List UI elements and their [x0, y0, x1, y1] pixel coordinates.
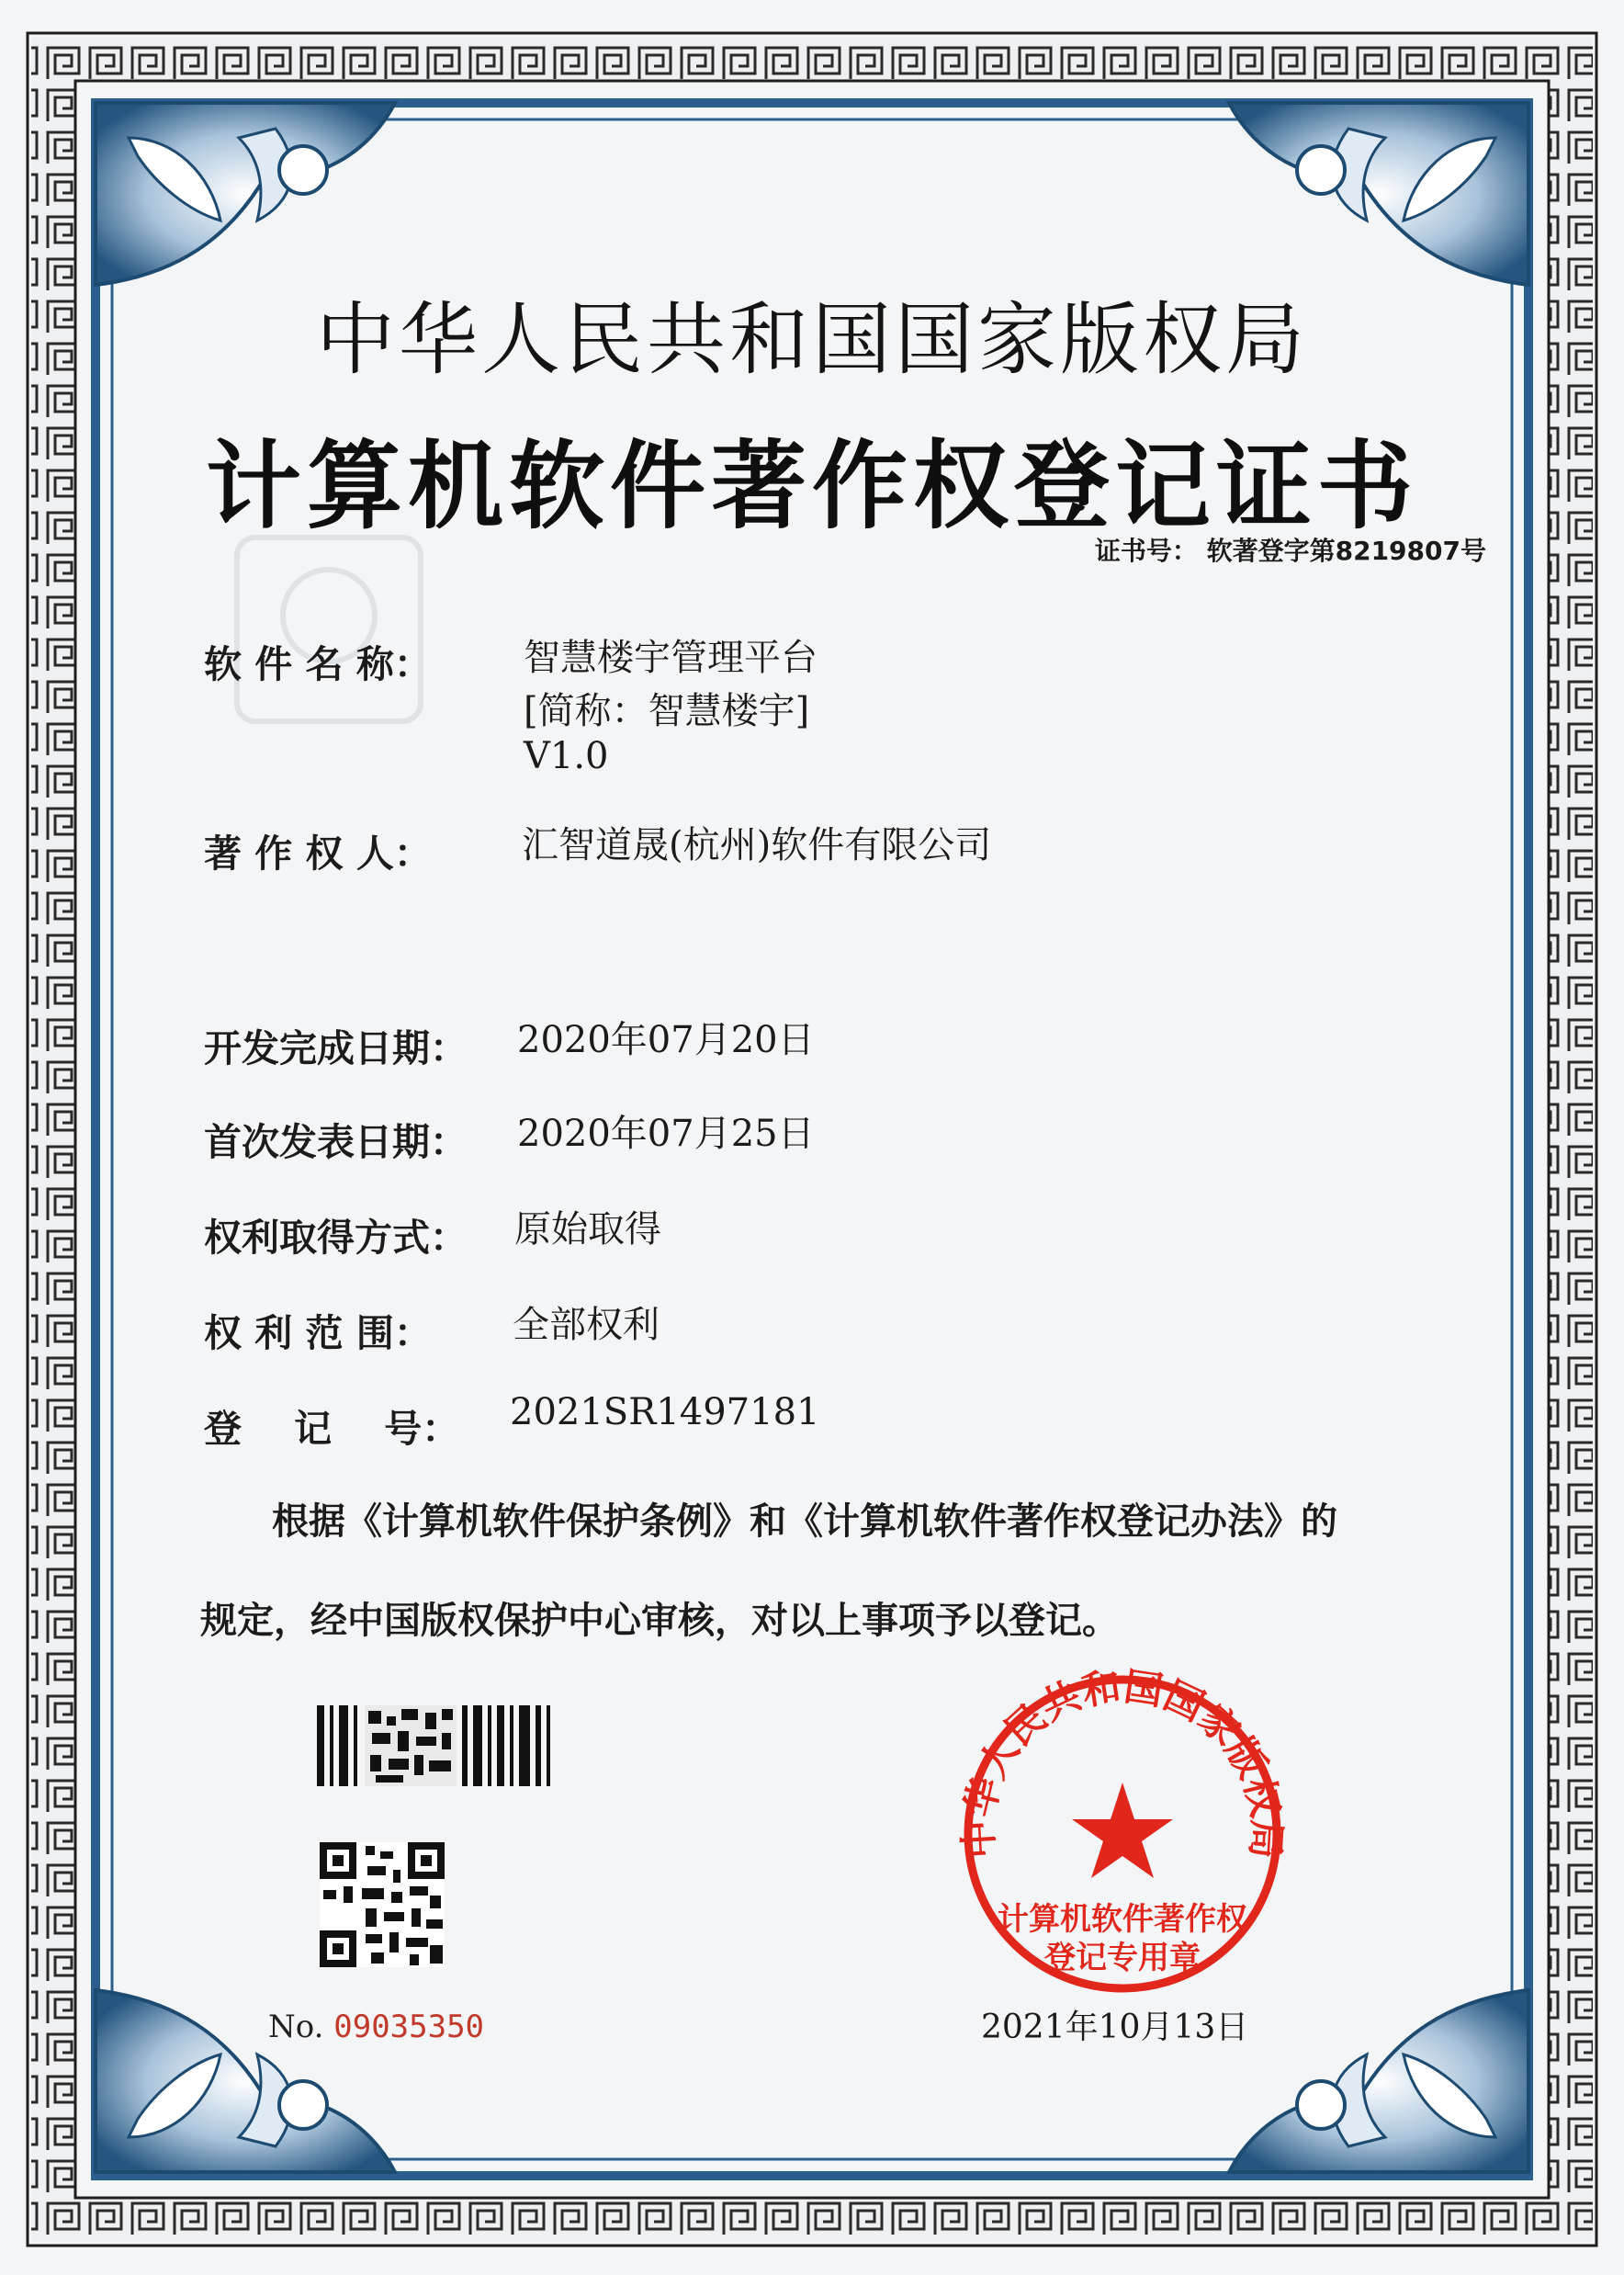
software-name-label: 软 件 名 称：: [204, 642, 432, 686]
certificate-title: 计算机软件著作权登记证书: [205, 430, 1418, 542]
software-version: V1.0: [524, 735, 609, 777]
issuing-authority: 中华人民共和国国家版权局: [316, 294, 1308, 386]
publish-date-value: 2020年07月25日: [517, 1113, 815, 1155]
registration-number-value: 2021SR1497181: [510, 1391, 820, 1433]
development-date-value: 2020年07月20日: [517, 1019, 815, 1061]
serial-number-label: No.: [268, 2009, 324, 2045]
issue-date: 2021年10月13日: [981, 2009, 1249, 2046]
rights-scope-label: 权 利 范 围：: [204, 1311, 432, 1355]
serial-number-value: 09035350: [333, 2009, 485, 2045]
owner-label: 著 作 权 人：: [204, 832, 432, 876]
acquisition-method-label: 权利取得方式：: [204, 1216, 468, 1260]
software-short-name: [简称：智慧楼宇]: [524, 690, 810, 732]
development-date-label: 开发完成日期：: [204, 1026, 468, 1070]
certificate-number: [1095, 531, 1486, 568]
software-name-value: 智慧楼宇管理平台: [524, 637, 818, 679]
serial-number: [268, 2009, 484, 2045]
legal-basis-line-1: 根据《计算机软件保护条例》和《计算机软件著作权登记办法》的: [272, 1500, 1337, 1543]
certificate-number-label: 证书号：: [1094, 536, 1198, 566]
legal-basis-line-2: 规定，经中国版权保护中心审核，对以上事项予以登记。: [200, 1600, 1119, 1642]
seal-line-2: 登记专用章: [1044, 1940, 1201, 1976]
rights-scope-value: 全部权利: [513, 1304, 660, 1346]
owner-value: 汇智道晟(杭州)软件有限公司: [522, 824, 992, 866]
certificate-number-value: 软著登字第8219807号: [1206, 536, 1486, 566]
qr-code-icon: [320, 1842, 445, 1967]
seal-arc-text: 中华人民共和国国家版权局: [955, 1663, 1290, 1861]
publish-date-label: 首次发表日期：: [204, 1120, 468, 1164]
seal-line-1: 计算机软件著作权: [998, 1901, 1247, 1938]
registration-number-label: 登 记 号：: [204, 1407, 460, 1451]
acquisition-method-value: 原始取得: [514, 1208, 661, 1251]
